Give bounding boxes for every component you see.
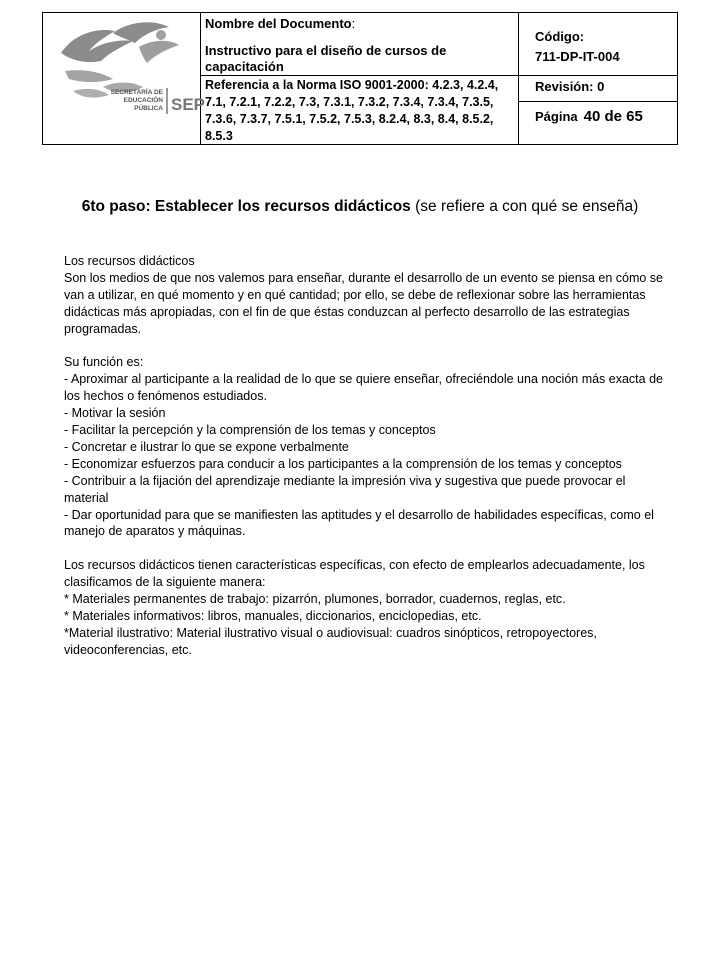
page-number: 40 de 65 [583,108,643,125]
revision-label: Revisión: 0 [535,79,605,94]
section-heading: Los recursos didácticos [64,254,195,268]
code-value: 711-DP-IT-004 [535,49,620,64]
step-title [0,197,720,217]
step-title-note: (se refiere a con qué se enseña) [415,198,639,215]
page-label: Página [535,109,578,124]
function-item: - Aproximar al participante a la realidad de lo que se quiere enseñar, ofreciéndole una noción más exacta de los hechos o fenómenos estudiados. [64,372,663,404]
paragraph-gap [64,338,664,355]
logo-acronym: SEP [171,95,206,114]
document-name-cell [201,13,519,76]
function-item: - Concretar e ilustrar lo que se expone verbalmente [64,439,349,454]
classification-item: * Materiales permanentes de trabajo: pizarrón, plumones, borrador, cuadernos, reglas, etc. [64,592,566,607]
classification-item: * Materiales informativos: libros, manuales, diccionarios, enciclopedias, etc. [64,609,482,623]
function-item: - Motivar la sesión [64,406,166,421]
function-item: - Economizar esfuerzos para conducir a los participantes a la comprensión de los temas y conceptos [64,456,622,471]
revision-page-cell [519,76,677,144]
logo-institution-line-3: PÚBLICA [134,105,163,112]
function-heading: Su función es: [64,355,144,370]
code-label: Código: [535,29,585,44]
paragraph-gap [64,540,664,557]
function-item: - Dar oportunidad para que se manifiesten las aptitudes y el desarrollo de habilidades específicas, como el manejo de aparatos y máquinas. [64,507,654,539]
function-item: - Contribuir a la fijación del aprendizaje mediante la impresión viva y sugestiva que puede provocar el material [64,473,626,505]
logo-institution-line-2: EDUCACIÓN [123,97,163,104]
document-name-label-row [205,16,514,32]
revision-divider [519,101,677,102]
step-title-main: 6to paso: Establecer los recursos didácticos [81,198,411,215]
classification-item: *Material ilustrativo: Material ilustrativo visual o audiovisual: cuadros sinópticos, retropoyectores, videoconferencias, etc. [64,625,597,657]
sep-eagle-logo [43,13,206,144]
page-indicator [535,108,643,126]
document-name-value: Instructivo para el diseño de cursos de capacitación [205,43,447,74]
document-header-table [42,12,678,145]
logo-cell [43,13,206,144]
intro-paragraph: Son los medios de que nos valemos para enseñar, durante el desarrollo de un evento se piensa en cómo se van a utilizar, en qué momento y en qué cantidad; por ello, se debe de reflexionar sobre las herramientas didácticas más apropiadas, con el fin de que éstas conduzcan al perfecto desarrollo de las estrategias programadas. [64,270,663,336]
classification-intro: Los recursos didácticos tienen características específicas, con efecto de emplearlos adecuadamente, los clasificamos de la siguiente manera: [64,558,645,590]
code-cell [519,13,677,76]
body-text [64,253,664,659]
document-name-colon: : [351,16,356,31]
document-name-label: Nombre del Documento [205,16,352,31]
function-item: - Facilitar la percepción y la comprensión de los temas y conceptos [64,423,436,438]
iso-reference: Referencia a la Norma ISO 9001-2000: 4.2.3, 4.2.4, 7.1, 7.2.1, 7.2.2, 7.3, 7.3.1, 7.3.2, 7.3.4, 7.3.4, 7.3.5, 7.3.6, 7.3.7, 7.5.1, 7.5.2, 7.5.3, 8.2.4, 8.3, 8.4, 8.5.2, 8.5.3 [201,76,519,144]
logo-institution-line-1: SECRETARÍA DE [110,89,163,96]
